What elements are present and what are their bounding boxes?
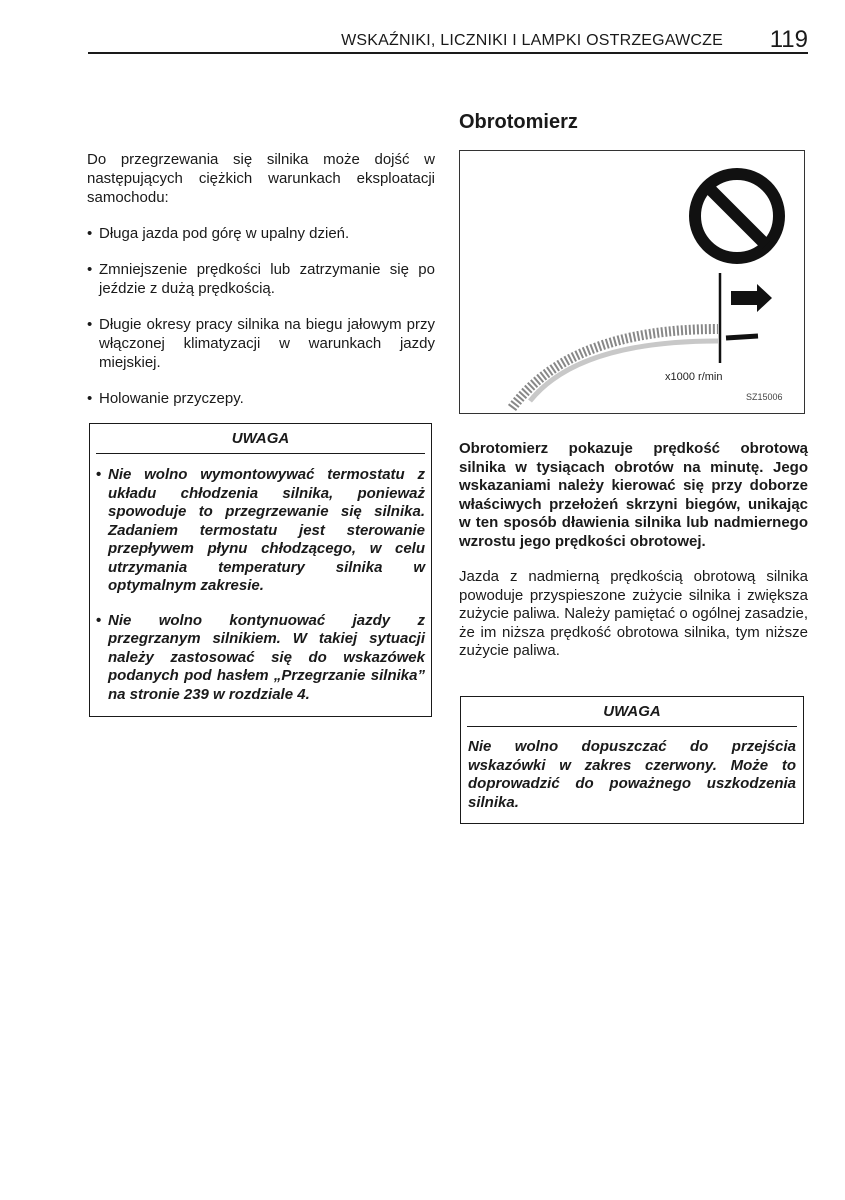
page-number: 119 [769, 26, 808, 53]
tachometer-description-bold: Obrotomierz pokazuje prędkość obrotową silnika w tysiącach obrotów na minutę. Jego wskazaniami należy kierować się przy doborze właściwych przełożeń skrzyni biegów, unikając w ten sposób dławienia silnika lub nadmiernego wzrostu jego prędkości obrotowej. [459, 440, 808, 550]
tachometer-illustration [460, 151, 805, 414]
warning-title: UWAGA [96, 424, 425, 454]
warning-box-thermostat [89, 423, 432, 717]
warning-item: • Nie wolno wymontowywać termostatu z układu chłodzenia silnika, ponieważ spowoduje to przegrzewanie się silnika. Zadaniem termostatu jest sterowanie przepływem płynu chłodzącego, w celu utrzymania temperatury silnika w optymalnym zakresie. [96, 466, 425, 596]
arrow-right-icon [731, 284, 772, 312]
overheat-conditions-list [87, 224, 435, 408]
warning-text: Nie wolno dopuszczać do przejścia wskazówki w zakres czerwony. Może to doprowadzić do poważnego uszkodzenia silnika. [468, 738, 796, 811]
list-item: • Zmniejszenie prędkości lub zatrzymanie się po jeździe z dużą prędkością. [87, 260, 435, 298]
warning-body [90, 454, 431, 704]
list-item: • Długa jazda pod górę w upalny dzień. [87, 224, 435, 243]
section-title: Obrotomierz [459, 111, 578, 133]
page-header [88, 26, 808, 54]
right-column [459, 440, 808, 678]
warning-title: UWAGA [467, 697, 797, 727]
needle-icon [726, 336, 758, 338]
warning-list [96, 466, 425, 704]
warning-box-redline [460, 696, 804, 824]
header-title: WSKAŹNIKI, LICZNIKI I LAMPKI OSTRZEGAWCZE [341, 32, 723, 49]
warning-item: • Nie wolno kontynuować jazdy z przegrzanym silnikiem. W takiej sytuacji należy zastosować się do wskazówek podanych pod hasłem „Przegrzanie silnika” na stronie 239 w rozdziale 4. [96, 612, 425, 705]
tachometer-unit-label: x1000 r/min [665, 371, 723, 383]
tachometer-figure [459, 150, 805, 414]
prohibition-icon [695, 174, 779, 258]
figure-code: SZ15006 [746, 392, 783, 402]
list-item: • Holowanie przyczepy. [87, 389, 435, 408]
tachometer-description: Jazda z nadmierną prędkością obrotową silnika powoduje przyspieszone zużycie silnika i zwiększa zużycie paliwa. Należy pamiętać o ogólnej zasadzie, że im niższa prędkość obrotowa silnika, tym niższe zużycie paliwa. [459, 568, 808, 659]
list-item: • Długie okresy pracy silnika na biegu jałowym przy włączonej klimatyzacji w warunkach jazdy miejskiej. [87, 315, 435, 372]
intro-paragraph: Do przegrzewania się silnika może dojść w następujących ciężkich warunkach eksploatacji samochodu: [87, 151, 435, 206]
left-column [87, 150, 435, 425]
